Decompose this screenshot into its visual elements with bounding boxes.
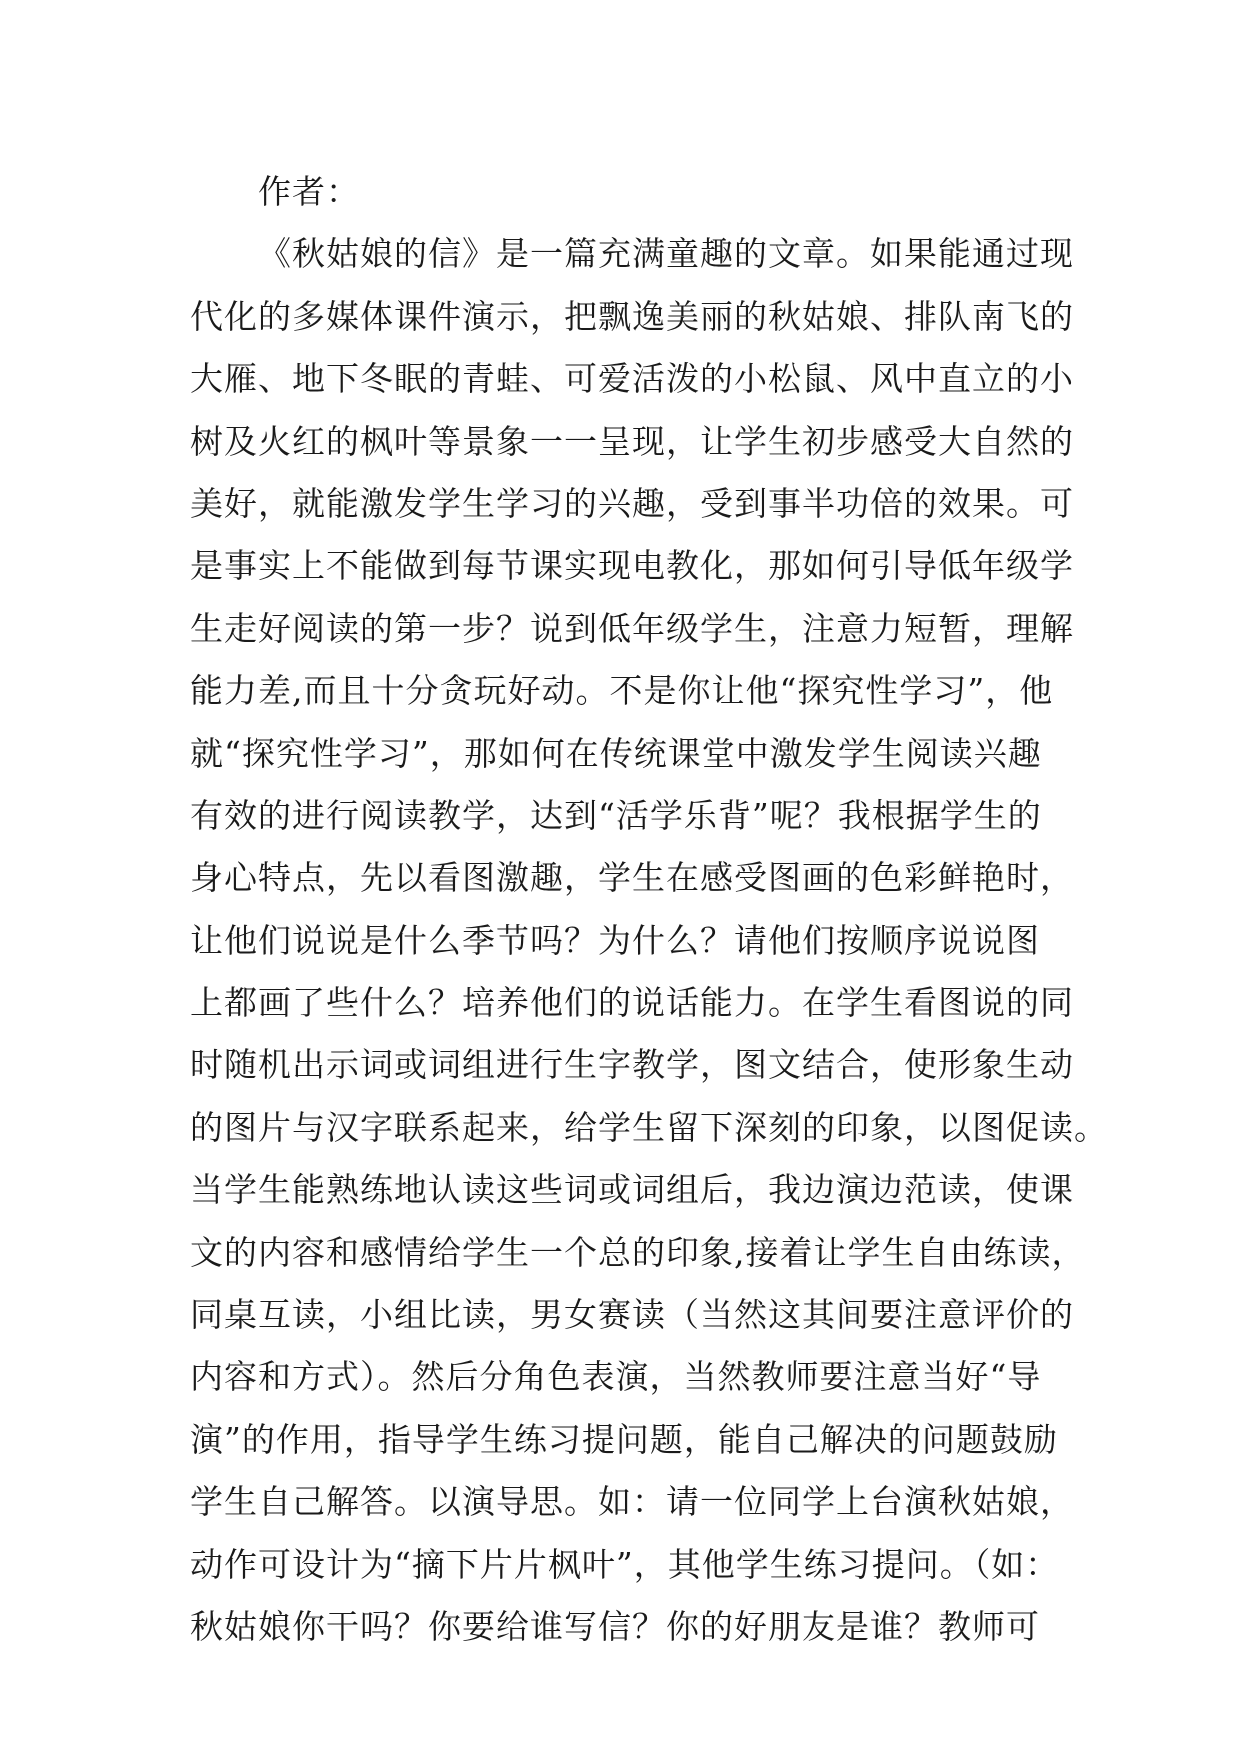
paragraph-line: 动作可设计为“摘下片片枫叶”，其他学生练习提问。（如：	[190, 1544, 1060, 1584]
paragraph-line: 让他们说说是什么季节吗？为什么？请他们按顺序说说图	[190, 920, 1040, 960]
paragraph-line: 是事实上不能做到每节课实现电教化，那如何引导低年级学	[190, 546, 1074, 586]
paragraph-line: 上都画了些什么？培养他们的说话能力。在学生看图说的同	[190, 983, 1074, 1023]
paragraph-line: 代化的多媒体课件演示，把飘逸美丽的秋姑娘、排队南飞的	[190, 296, 1074, 336]
paragraph-line: 《秋姑娘的信》是一篇充满童趣的文章。如果能通过现	[258, 234, 1074, 274]
paragraph-line: 美好，就能激发学生学习的兴趣，受到事半功倍的效果。可	[190, 483, 1074, 523]
paragraph-line: 演”的作用，指导学生练习提问题，能自己解决的问题鼓励	[190, 1419, 1058, 1459]
paragraph-line: 时随机出示词或词组进行生字教学，图文结合，使形象生动	[190, 1045, 1074, 1085]
paragraph-line: 当学生能熟练地认读这些词或词组后，我边演边范读，使课	[190, 1170, 1074, 1210]
paragraph-line: 有效的进行阅读教学，达到“活学乐背”呢？我根据学生的	[190, 795, 1042, 835]
paragraph-line: 生走好阅读的第一步？说到低年级学生，注意力短暂，理解	[190, 608, 1074, 648]
paragraph-line: 身心特点，先以看图激趣，学生在感受图画的色彩鲜艳时，	[190, 858, 1074, 898]
paragraph-line: 就“探究性学习”，那如何在传统课堂中激发学生阅读兴趣	[190, 733, 1042, 773]
paragraph-line: 的图片与汉字联系起来，给学生留下深刻的印象，以图促读。	[190, 1107, 1108, 1147]
body-text	[190, 161, 1108, 1658]
paragraph-line: 大雁、地下冬眠的青蛙、可爱活泼的小松鼠、风中直立的小	[190, 359, 1074, 399]
paragraph-line: 同桌互读，小组比读，男女赛读（当然这其间要注意评价的	[190, 1295, 1074, 1335]
paragraph-line: 树及火红的枫叶等景象一一呈现，让学生初步感受大自然的	[190, 421, 1074, 461]
paragraph-line: 能力差,而且十分贪玩好动。不是你让他“探究性学习”，他	[190, 671, 1054, 711]
paragraph-line: 文的内容和感情给学生一个总的印象,接着让学生自由练读，	[190, 1232, 1086, 1272]
author-label: 作者：	[258, 172, 360, 211]
paragraph-line: 秋姑娘你干吗？你要给谁写信？你的好朋友是谁？教师可	[190, 1606, 1040, 1646]
paragraph-line: 内容和方式）。然后分角色表演，当然教师要注意当好“导	[190, 1357, 1042, 1397]
paragraph-line: 学生自己解答。以演导思。如：请一位同学上台演秋姑娘，	[190, 1482, 1074, 1522]
